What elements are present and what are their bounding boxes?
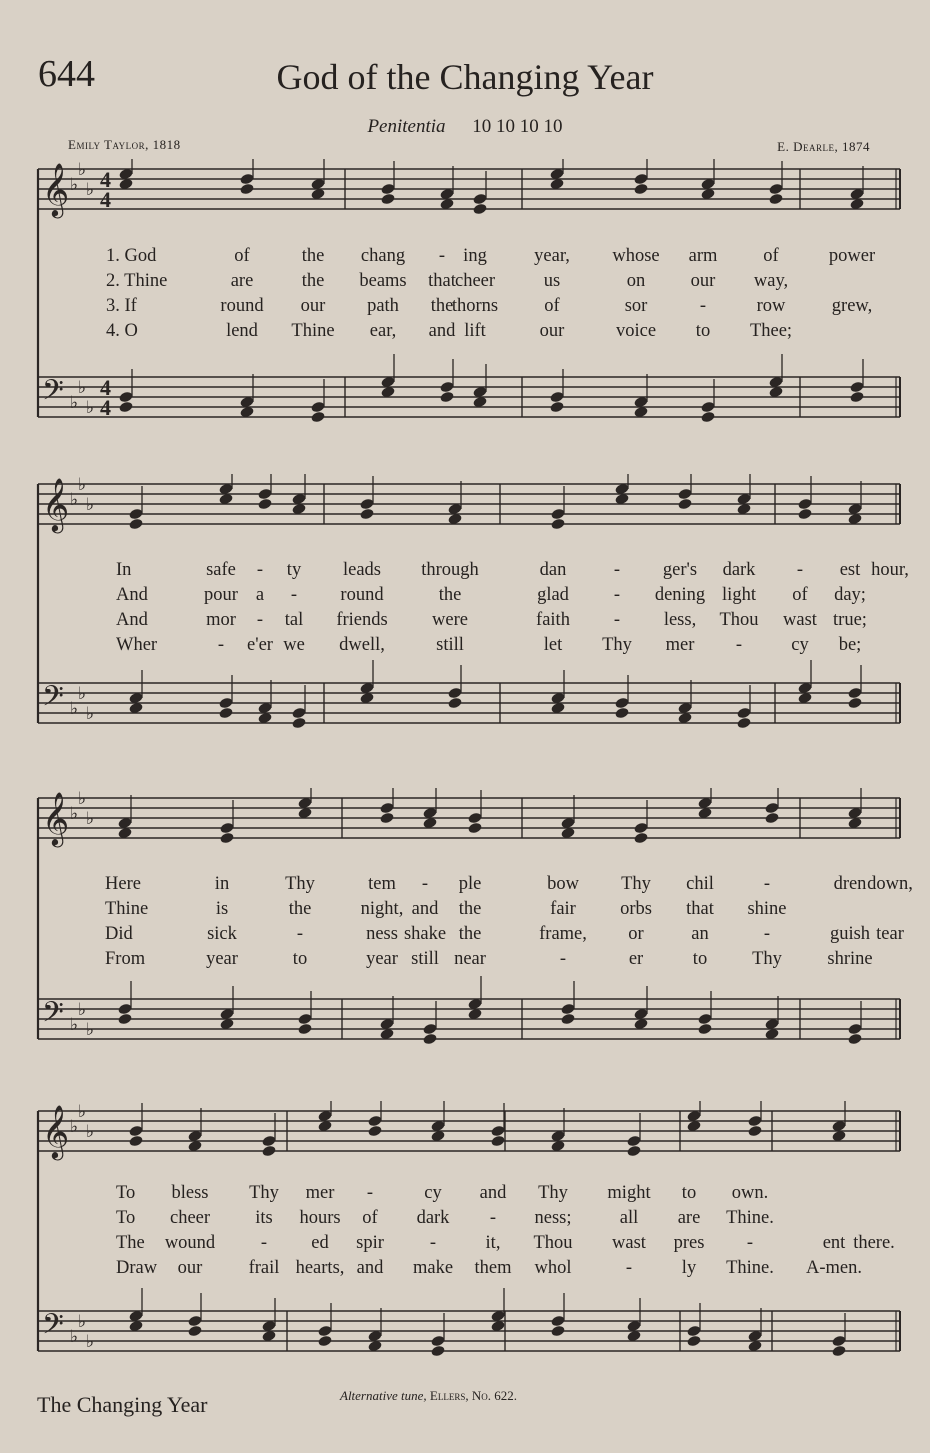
lyric-syllable: them [474,1258,512,1278]
treble-staff-4 [38,1101,900,1160]
lyric-syllable: its [255,1208,273,1228]
lyric-syllable: and [411,899,439,919]
lyric-syllable: - [489,1208,497,1228]
lyric-syllable: that [686,899,714,919]
lyric-syllable: - [421,874,429,894]
lyric-syllable: - [763,874,771,894]
notehead [626,1145,641,1158]
notehead [490,1135,505,1148]
lyric-syllable: voice [615,321,657,341]
lyric-syllable: arm [688,246,718,266]
flat-icon: ♭ [70,699,79,719]
lyric-syllable: still [436,635,464,655]
alt-tune-number: No. 622. [471,1388,517,1403]
lyric-syllable: And [116,585,148,605]
lyric-syllable: round [340,585,384,605]
lyric-syllable: friends [336,610,388,630]
notehead [128,1135,143,1148]
lyric-syllable: - [613,610,621,630]
bass-staff-4 [38,1288,900,1357]
lyric-syllable: hearts, [295,1258,345,1278]
flat-icon: ♭ [86,809,95,829]
lyric-syllable: power [828,246,876,266]
flat-icon: ♭ [78,684,87,704]
bass-clef-icon: 𝄢 [42,1308,64,1348]
lyric-syllable: ing [463,246,487,266]
notehead [472,203,487,216]
flat-icon: ♭ [86,1332,95,1352]
notehead [467,822,482,835]
lyric-syllable: guish [829,924,871,944]
lyric-syllable: tal [284,610,304,630]
lyric-syllable: frame, [539,924,587,944]
lyric-syllable: chil [686,874,714,894]
notehead [549,401,564,414]
lyric-syllable: Thy [602,635,632,655]
lyric-syllable: cy [424,1183,442,1203]
notehead [297,1023,312,1036]
lyric-syllable: to [681,1183,697,1203]
lyric-syllable: whol [534,1258,572,1278]
lyric-syllable: bow [547,874,579,894]
flat-icon: ♭ [78,1312,87,1332]
notehead [697,1023,712,1036]
lyric-syllable: - [746,1233,754,1253]
flat-icon: ♭ [86,1122,95,1142]
flat-icon: ♭ [86,1020,95,1040]
lyric-syllable: dan [539,560,567,580]
lyric-syllable: tem [368,874,396,894]
notehead [550,1325,565,1338]
composer-credit: E. Dearle, 1874 [777,139,870,154]
lyric-syllable: The [116,1233,145,1253]
notehead [700,411,715,424]
lyric-syllable: shrine [827,949,873,969]
notehead [128,518,143,531]
lyric-syllable: - [559,949,567,969]
lyric-syllable: of [792,585,808,605]
lyric-syllable: Thou [719,610,759,630]
lyric-syllable: - [260,1233,268,1253]
lyric-syllable: frail [248,1258,280,1278]
flat-icon: ♭ [70,1015,79,1035]
lyric-syllable: it, [485,1233,501,1253]
lyric-syllable: - [763,924,771,944]
time-signature: 4 [100,395,111,420]
lyric-syllable: - [438,246,446,266]
lyric-syllable: ness; [534,1208,572,1228]
notehead [747,1125,762,1138]
lyric-syllable: lend [226,321,258,341]
treble-clef-icon: 𝄞 [42,791,70,845]
notehead [849,391,864,404]
lyric-syllable: wast [783,610,817,630]
treble-clef-icon: 𝄞 [42,162,70,216]
bass-staff-2 [38,660,900,729]
lyric-syllable: in [214,874,230,894]
lyric-syllable: sor [624,296,648,316]
notehead [359,508,374,521]
notehead [764,812,779,825]
lyric-syllable: of [544,296,560,316]
notehead [367,1125,382,1138]
lyric-syllable: of [362,1208,378,1228]
lyric-syllable: shake [403,924,447,944]
lyric-syllable: - [256,560,264,580]
lyric-syllable: were [432,610,468,630]
lyric-syllable: the [288,899,312,919]
lyric-syllable: ear, [369,321,397,341]
flat-icon: ♭ [70,804,79,824]
author-credit: Emily Taylor, 1818 [68,137,181,152]
lyric-syllable: Thine. [726,1208,774,1228]
notehead [439,391,454,404]
lyric-syllable: Did [105,924,133,944]
lyric-syllable: And [116,610,148,630]
notehead [118,401,133,414]
notehead [633,183,648,196]
lyric-syllable: Thine. [726,1258,774,1278]
lyric-syllable: less, [663,610,697,630]
treble-staff-3 [38,788,900,847]
lyric-syllable: From [105,949,146,969]
lyric-syllable: est [839,560,861,580]
lyric-syllable: glad [537,585,569,605]
lyric-syllable: - [290,585,298,605]
lyric-syllable: mor [206,610,236,630]
lyric-syllable: 2. Thine [106,271,168,291]
lyric-syllable: whose [612,246,660,266]
lyric-syllable: pres [673,1233,705,1253]
bass-clef-icon: 𝄢 [42,680,64,720]
flat-icon: ♭ [70,1327,79,1347]
lyric-syllable: Thy [538,1183,568,1203]
lyric-syllable: are [230,271,254,291]
lyric-syllable: us [543,271,561,291]
flat-icon: ♭ [70,1117,79,1137]
lyric-syllable: are [677,1208,701,1228]
lyric-syllable: our [539,321,565,341]
lyric-syllable: dren [833,874,867,894]
flat-icon: ♭ [70,393,79,413]
notehead [847,697,862,710]
lyric-syllable: ent [822,1233,846,1253]
bass-staff-1 [38,354,900,423]
notehead [422,1033,437,1046]
lyric-syllable: ger's [662,560,698,580]
lyric-syllable: year, [534,246,570,266]
notehead [218,707,233,720]
lyric-syllable: sick [207,924,237,944]
lyric-syllable: - [796,560,804,580]
notehead [317,1335,332,1348]
lyric-syllable: to [695,321,711,341]
flat-icon: ♭ [70,490,79,510]
lyric-syllable: wound [164,1233,216,1253]
lyric-syllable: the [301,271,325,291]
bass-staff-3 [38,976,900,1045]
lyric-syllable: - [625,1258,633,1278]
lyric-syllable: still [411,949,439,969]
lyric-syllable: - [429,1233,437,1253]
lyric-syllable: 4. O [106,321,138,341]
lyric-syllable: the [430,296,454,316]
music-system-1 [0,159,930,429]
lyric-syllable: way, [753,271,789,291]
treble-staff-2 [38,474,900,533]
lyric-syllable: the [458,924,482,944]
lyric-syllable: - [735,635,743,655]
lyric-syllable: Thee; [749,321,793,341]
lyric-syllable: grew, [831,296,873,316]
notehead [447,697,462,710]
lyric-syllable: light [722,585,756,605]
notehead [239,183,254,196]
lyric-syllable: on [626,271,646,291]
lyric-syllable: thorns [451,296,499,316]
lyric-syllable: to [692,949,708,969]
lyric-syllable: Thy [621,874,651,894]
music-system-4 [0,1101,930,1363]
lyric-syllable: dark [416,1208,450,1228]
time-signature: 4 [100,167,111,192]
hymn-number: 644 [38,53,95,95]
notehead [847,1033,862,1046]
lyric-syllable: shine [747,899,787,919]
flat-icon: ♭ [86,495,95,515]
lyric-syllable: - [217,635,225,655]
notehead [187,1325,202,1338]
notehead [117,1013,132,1026]
lyric-syllable: - [256,610,264,630]
lyric-syllable: the [458,899,482,919]
bass-clef-icon: 𝄢 [42,996,64,1036]
notehead [736,717,751,730]
lyric-syllable: round [220,296,264,316]
notehead [380,193,395,206]
lyric-syllable: Thy [249,1183,279,1203]
lyric-syllable: To [116,1183,136,1203]
hymn-title: God of the Changing Year [276,57,654,97]
lyric-syllable: our [690,271,716,291]
tune-line [0,116,930,138]
notehead [633,832,648,845]
lyric-syllable: of [234,246,250,266]
notehead [768,193,783,206]
lyric-syllable: In [116,560,132,580]
notehead [614,707,629,720]
lyric-syllable: spir [356,1233,384,1253]
lyric-syllable: year [206,949,238,969]
flat-icon: ♭ [86,704,95,724]
lyric-syllable: cy [791,635,809,655]
lyric-syllable: our [177,1258,203,1278]
lyric-syllable: our [300,296,326,316]
lyric-syllable: Thine [105,899,149,919]
flat-icon: ♭ [86,398,95,418]
lyric-syllable: chang [360,246,406,266]
lyric-syllable: 1. God [106,246,157,266]
lyric-syllable: mer [305,1183,335,1203]
lyric-syllable: safe [206,560,236,580]
flat-icon: ♭ [70,175,79,195]
lyric-syllable: - [613,585,621,605]
lyric-syllable: through [421,560,479,580]
flat-icon: ♭ [78,1000,87,1020]
notehead [430,1345,445,1358]
lyric-syllable: to [292,949,308,969]
lyric-syllable: beams [359,271,407,291]
lyric-syllable: the [301,246,325,266]
lyric-syllable: near [454,949,486,969]
notehead [560,1013,575,1026]
lyric-syllable: and [356,1258,384,1278]
flat-icon: ♭ [78,475,87,495]
alt-tune-name: Ellers, [429,1388,469,1403]
footer-section-title: The Changing Year [37,1392,208,1417]
lyric-syllable: ty [286,560,302,580]
lyric-syllable: Thou [533,1233,573,1253]
alternative-tune-note [340,1388,517,1404]
lyric-syllable: cheer [454,271,496,291]
lyric-syllable: fair [550,899,576,919]
lyric-syllable: wast [612,1233,646,1253]
notehead [550,518,565,531]
lyric-syllable: e'er [247,635,273,655]
lyric-syllable: Here [105,874,141,894]
lyric-syllable: we [283,635,305,655]
lyric-syllable: - [366,1183,374,1203]
flat-icon: ♭ [78,1102,87,1122]
lyric-syllable: lift [464,321,486,341]
lyric-syllable: row [756,296,786,316]
lyric-syllable: and [428,321,456,341]
lyric-syllable: hours [299,1208,341,1228]
lyric-syllable: bless [171,1183,209,1203]
lyric-syllable: the [438,585,462,605]
lyric-syllable: tear [876,924,904,944]
notehead [797,508,812,521]
lyric-syllable: ly [681,1258,697,1278]
lyric-syllable: To [116,1208,136,1228]
lyric-syllable: Thy [285,874,315,894]
lyric-syllable: or [628,924,644,944]
lyric-syllable: cheer [169,1208,211,1228]
lyric-syllable: faith [536,610,570,630]
lyric-syllable: ness [366,924,398,944]
treble-clef-icon: 𝄞 [42,477,70,531]
lyric-syllable: Draw [116,1258,158,1278]
notehead [310,411,325,424]
lyric-syllable: of [763,246,779,266]
lyric-syllable: make [412,1258,454,1278]
lyric-syllable: day; [834,585,866,605]
lyric-syllable: Wher [116,635,158,655]
lyric-syllable: a [255,585,265,605]
lyric-syllable: dark [722,560,756,580]
lyric-syllable: true; [833,610,867,630]
lyric-syllable: - [613,560,621,580]
meter: 10 10 10 10 [472,116,563,137]
lyric-syllable: ed [311,1233,329,1253]
notehead [219,832,234,845]
lyric-syllable: year [366,949,398,969]
notehead [686,1335,701,1348]
lyric-syllable: Thine [291,321,335,341]
time-signature: 4 [100,187,111,212]
treble-staff-1 [38,159,900,218]
lyric-syllable: hour, [871,560,909,580]
lyric-syllable: all [619,1208,639,1228]
notehead [291,717,306,730]
lyric-syllable: orbs [620,899,652,919]
notehead [831,1345,846,1358]
treble-clef-icon: 𝄞 [42,1104,70,1158]
lyric-syllable: Thy [752,949,782,969]
lyric-syllable: and [479,1183,507,1203]
lyric-syllable: is [215,899,229,919]
lyric-syllable: pour [204,585,238,605]
lyric-syllable: path [367,296,399,316]
notehead [677,498,692,511]
lyric-syllable: night, [360,899,404,919]
lyric-syllable: - [699,296,707,316]
lyric-syllable: A-men. [806,1258,862,1278]
tune-name: Penitentia [367,116,446,137]
flat-icon: ♭ [78,160,87,180]
flat-icon: ♭ [78,789,87,809]
lyric-syllable: own. [731,1183,769,1203]
lyric-syllable: might [607,1183,651,1203]
lyric-syllable: dwell, [339,635,385,655]
lyric-syllable: dening [654,585,706,605]
notehead [257,498,272,511]
lyric-syllable: 3. If [106,296,137,316]
lyric-syllable: mer [665,635,695,655]
lyric-syllable: down, [867,874,913,894]
flat-icon: ♭ [86,180,95,200]
bass-clef-icon: 𝄢 [42,374,64,414]
lyric-syllable: ple [458,874,482,894]
lyric-syllable: - [296,924,304,944]
flat-icon: ♭ [78,378,87,398]
lyric-syllable: there. [853,1233,895,1253]
notehead [379,812,394,825]
lyric-syllable: er [628,949,644,969]
lyric-syllable: an [691,924,709,944]
time-signature: 4 [100,375,111,400]
lyric-syllable: let [543,635,563,655]
notehead [261,1145,276,1158]
lyric-syllable: that [428,271,456,291]
lyric-syllable: be; [838,635,862,655]
lyric-syllable: leads [342,560,382,580]
alt-prefix: Alternative tune, [340,1388,427,1403]
